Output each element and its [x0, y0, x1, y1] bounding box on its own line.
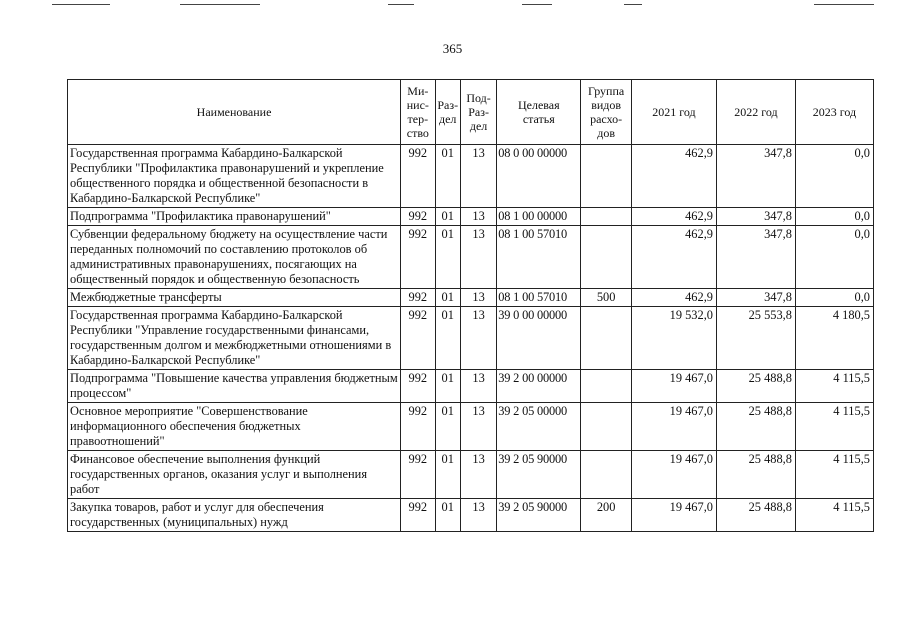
row-2022: 25 488,8 — [717, 403, 796, 451]
row-target: 39 2 05 00000 — [497, 403, 581, 451]
row-2021: 462,9 — [631, 289, 716, 307]
col-header-2021: 2021 год — [631, 80, 716, 145]
table-row — [68, 289, 874, 307]
row-2022: 25 488,8 — [717, 499, 796, 532]
row-target: 08 1 00 57010 — [497, 226, 581, 289]
table-row — [68, 451, 874, 499]
row-name: Межбюджетные трансферты — [68, 289, 401, 307]
row-target: 08 1 00 57010 — [497, 289, 581, 307]
row-subsection: 13 — [460, 403, 496, 451]
row-subsection: 13 — [460, 145, 496, 208]
table-header-row — [68, 80, 874, 145]
row-2021: 19 532,0 — [631, 307, 716, 370]
row-section: 01 — [435, 403, 460, 451]
row-name: Государственная программа Кабардино-Балкарской Республики "Управление государственными финансами, государственным долгом и межбюджетными отношениями в Кабардино-Балкарской Республике" — [68, 307, 401, 370]
row-2023: 0,0 — [795, 289, 873, 307]
row-name: Основное мероприятие "Совершенствование информационного обеспечения бюджетных правоотношений" — [68, 403, 401, 451]
row-section: 01 — [435, 451, 460, 499]
table-row — [68, 208, 874, 226]
row-2022: 25 488,8 — [717, 451, 796, 499]
row-section: 01 — [435, 145, 460, 208]
row-ministry: 992 — [401, 370, 435, 403]
row-2023: 4 115,5 — [795, 370, 873, 403]
row-target: 39 2 00 00000 — [497, 370, 581, 403]
row-ministry: 992 — [401, 145, 435, 208]
row-target: 08 0 00 00000 — [497, 145, 581, 208]
row-2023: 4 115,5 — [795, 499, 873, 532]
row-ministry: 992 — [401, 451, 435, 499]
row-section: 01 — [435, 226, 460, 289]
table-row — [68, 403, 874, 451]
row-section: 01 — [435, 370, 460, 403]
row-subsection: 13 — [460, 208, 496, 226]
row-group — [581, 403, 632, 451]
table-row — [68, 145, 874, 208]
row-2021: 19 467,0 — [631, 403, 716, 451]
row-group: 500 — [581, 289, 632, 307]
row-name: Субвенции федеральному бюджету на осуществление части переданных полномочий по составлению протоколов об административных правонарушениях, посягающих на общественный порядок и общественную безопасность — [68, 226, 401, 289]
table-row — [68, 307, 874, 370]
row-section: 01 — [435, 499, 460, 532]
row-target: 39 2 05 90000 — [497, 451, 581, 499]
table-row — [68, 499, 874, 532]
page-number: 365 — [442, 41, 463, 56]
col-header-expense-group: Группа видов расхо- дов — [581, 80, 632, 145]
col-header-ministry: Ми- нис- тер- ство — [401, 80, 435, 145]
row-2021: 462,9 — [631, 226, 716, 289]
row-ministry: 992 — [401, 289, 435, 307]
col-header-2023: 2023 год — [795, 80, 873, 145]
col-header-name: Наименование — [68, 80, 401, 145]
col-header-target: Целевая статья — [497, 80, 581, 145]
row-2022: 25 553,8 — [717, 307, 796, 370]
row-group — [581, 145, 632, 208]
col-header-2022: 2022 год — [717, 80, 796, 145]
row-subsection: 13 — [460, 499, 496, 532]
row-2022: 347,8 — [717, 145, 796, 208]
row-group — [581, 370, 632, 403]
row-name: Подпрограмма "Профилактика правонарушений" — [68, 208, 401, 226]
budget-table — [67, 79, 874, 532]
row-group: 200 — [581, 499, 632, 532]
row-section: 01 — [435, 307, 460, 370]
row-ministry: 992 — [401, 499, 435, 532]
row-2022: 347,8 — [717, 226, 796, 289]
row-2021: 462,9 — [631, 145, 716, 208]
row-2021: 462,9 — [631, 208, 716, 226]
row-2023: 4 115,5 — [795, 451, 873, 499]
row-ministry: 992 — [401, 208, 435, 226]
row-ministry: 992 — [401, 307, 435, 370]
top-scan-rules — [0, 0, 905, 10]
row-ministry: 992 — [401, 226, 435, 289]
row-ministry: 992 — [401, 403, 435, 451]
row-target: 39 2 05 90000 — [497, 499, 581, 532]
row-name: Подпрограмма "Повышение качества управления бюджетным процессом" — [68, 370, 401, 403]
row-2023: 0,0 — [795, 145, 873, 208]
row-target: 08 1 00 00000 — [497, 208, 581, 226]
row-group — [581, 208, 632, 226]
row-section: 01 — [435, 208, 460, 226]
row-2023: 0,0 — [795, 226, 873, 289]
row-subsection: 13 — [460, 370, 496, 403]
row-2021: 19 467,0 — [631, 370, 716, 403]
row-2023: 4 180,5 — [795, 307, 873, 370]
row-2022: 25 488,8 — [717, 370, 796, 403]
row-group — [581, 307, 632, 370]
row-subsection: 13 — [460, 307, 496, 370]
row-name: Закупка товаров, работ и услуг для обеспечения государственных (муниципальных) нужд — [68, 499, 401, 532]
row-subsection: 13 — [460, 289, 496, 307]
row-subsection: 13 — [460, 226, 496, 289]
col-header-section: Раз- дел — [435, 80, 460, 145]
table-row — [68, 226, 874, 289]
row-2023: 4 115,5 — [795, 403, 873, 451]
row-2021: 19 467,0 — [631, 499, 716, 532]
row-2021: 19 467,0 — [631, 451, 716, 499]
col-header-subsection: Под- Раз- дел — [460, 80, 496, 145]
row-target: 39 0 00 00000 — [497, 307, 581, 370]
row-2022: 347,8 — [717, 208, 796, 226]
row-2022: 347,8 — [717, 289, 796, 307]
row-name: Финансовое обеспечение выполнения функций государственных органов, оказания услуг и выполнения работ — [68, 451, 401, 499]
table-row — [68, 370, 874, 403]
row-group — [581, 451, 632, 499]
row-name: Государственная программа Кабардино-Балкарской Республики "Профилактика правонарушений и укрепление общественного порядка и общественной безопасности в Кабардино-Балкарской Республике" — [68, 145, 401, 208]
row-2023: 0,0 — [795, 208, 873, 226]
row-subsection: 13 — [460, 451, 496, 499]
row-group — [581, 226, 632, 289]
row-section: 01 — [435, 289, 460, 307]
